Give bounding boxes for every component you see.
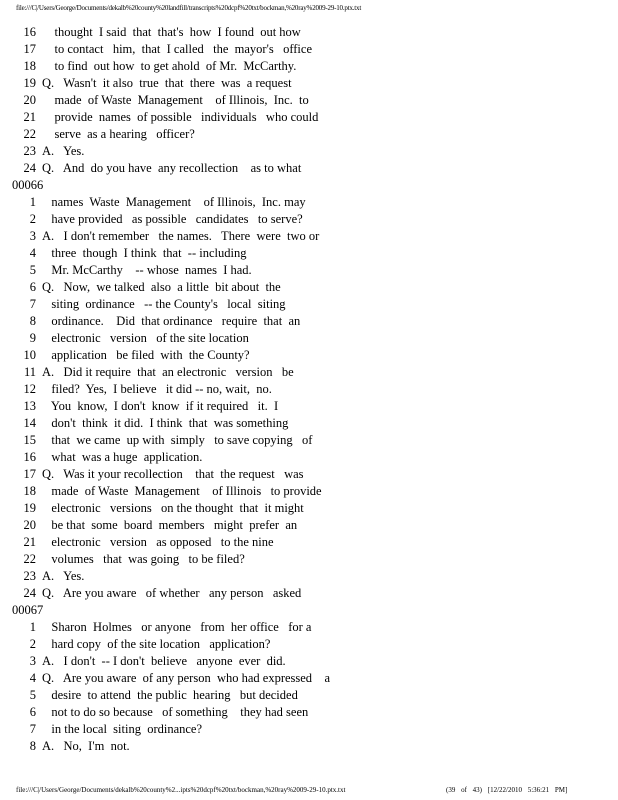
transcript-line <box>12 262 572 279</box>
line-text: You know, I don't know if it required it. I <box>42 399 279 413</box>
line-number: 3 <box>29 229 36 243</box>
line-number: 2 <box>29 637 36 651</box>
line-number: 8 <box>29 739 36 753</box>
transcript-line <box>12 194 572 211</box>
footer-page-info: (39 of 43) [12/22/2010 5:36:21 PM] <box>446 786 568 794</box>
transcript-line <box>12 432 572 449</box>
line-number: 22 <box>23 127 36 141</box>
line-text: Q. Was it your recollection that the request was <box>42 467 304 481</box>
line-number: 1 <box>29 195 36 209</box>
transcript-line <box>12 313 572 330</box>
transcript-line <box>12 126 572 143</box>
line-number: 19 <box>23 501 36 515</box>
page-marker <box>12 602 572 619</box>
transcript-line <box>12 704 572 721</box>
line-number: 7 <box>29 297 36 311</box>
file-path-header: file:///C|/Users/George/Documents/dekalb%20county%20landfill/transcripts%20dcpf%20txt/bockman,%20ray%2009-29-10.ptx.txt <box>16 4 362 12</box>
line-number: 20 <box>23 93 36 107</box>
line-number: 5 <box>29 263 36 277</box>
transcript-line <box>12 381 572 398</box>
line-text: don't think it did. I think that was something <box>42 416 289 430</box>
transcript-line <box>12 585 572 602</box>
transcript-line <box>12 75 572 92</box>
line-number: 17 <box>23 467 36 481</box>
line-number: 5 <box>29 688 36 702</box>
line-text: Q. Now, we talked also a little bit about the <box>42 280 281 294</box>
transcript-line <box>12 143 572 160</box>
line-text: ordinance. Did that ordinance require that an <box>42 314 301 328</box>
transcript-line <box>12 415 572 432</box>
page-marker <box>12 177 572 194</box>
transcript-line <box>12 500 572 517</box>
line-number: 10 <box>23 348 36 362</box>
line-text: that we came up with simply to save copying of <box>42 433 313 447</box>
line-text: filed? Yes, I believe it did -- no, wait, no. <box>42 382 272 396</box>
transcript-line <box>12 636 572 653</box>
transcript-line <box>12 24 572 41</box>
line-number: 3 <box>29 654 36 668</box>
line-text: names Waste Management of Illinois, Inc. may <box>42 195 306 209</box>
line-text: have provided as possible candidates to serve? <box>42 212 303 226</box>
transcript-line <box>12 160 572 177</box>
line-number: 16 <box>23 450 36 464</box>
transcript-line <box>12 211 572 228</box>
transcript-line <box>12 721 572 738</box>
line-text: Q. Wasn't it also true that there was a request <box>42 76 292 90</box>
transcript-line <box>12 398 572 415</box>
transcript-line <box>12 517 572 534</box>
transcript-line <box>12 109 572 126</box>
transcript-line <box>12 347 572 364</box>
line-text: A. Yes. <box>42 144 85 158</box>
transcript-line <box>12 687 572 704</box>
line-text: Q. Are you aware of whether any person asked <box>42 586 302 600</box>
line-number: 15 <box>23 433 36 447</box>
line-text: what was a huge application. <box>42 450 203 464</box>
line-number: 16 <box>23 25 36 39</box>
line-text: three though I think that -- including <box>42 246 247 260</box>
line-number: 2 <box>29 212 36 226</box>
line-number: 6 <box>29 280 36 294</box>
transcript-line <box>12 279 572 296</box>
transcript-line <box>12 41 572 58</box>
transcript-line <box>12 466 572 483</box>
line-text: be that some board members might prefer an <box>42 518 298 532</box>
transcript-line <box>12 449 572 466</box>
transcript-line <box>12 568 572 585</box>
line-number: 18 <box>23 484 36 498</box>
line-number: 7 <box>29 722 36 736</box>
line-text: Sharon Holmes or anyone from her office for a <box>42 620 312 634</box>
line-text: electronic versions on the thought that it might <box>42 501 304 515</box>
transcript-line <box>12 296 572 313</box>
line-text: provide names of possible individuals who could <box>42 110 319 124</box>
line-number: 22 <box>23 552 36 566</box>
line-number: 14 <box>23 416 36 430</box>
transcript-line <box>12 653 572 670</box>
line-text: A. Yes. <box>42 569 85 583</box>
line-number: 21 <box>23 110 36 124</box>
line-text: Q. And do you have any recollection as to what <box>42 161 302 175</box>
transcript-line <box>12 364 572 381</box>
line-text: electronic version as opposed to the nine <box>42 535 274 549</box>
line-number: 4 <box>29 671 36 685</box>
line-number: 24 <box>23 586 36 600</box>
transcript-line <box>12 483 572 500</box>
line-text: application be filed with the County? <box>42 348 250 362</box>
line-number: 23 <box>23 144 36 158</box>
line-number: 24 <box>23 161 36 175</box>
transcript-body <box>12 24 572 755</box>
line-number: 1 <box>29 620 36 634</box>
transcript-line <box>12 58 572 75</box>
page-marker-label: 00067 <box>12 603 44 617</box>
line-text: not to do so because of something they had seen <box>42 705 309 719</box>
line-text: thought I said that that's how I found out how <box>42 25 301 39</box>
line-text: serve as a hearing officer? <box>42 127 195 141</box>
transcript-line <box>12 738 572 755</box>
line-text: Mr. McCarthy -- whose names I had. <box>42 263 252 277</box>
line-number: 9 <box>29 331 36 345</box>
transcript-line <box>12 670 572 687</box>
transcript-line <box>12 330 572 347</box>
transcript-line <box>12 245 572 262</box>
transcript-line <box>12 534 572 551</box>
line-number: 21 <box>23 535 36 549</box>
line-text: hard copy of the site location application? <box>42 637 271 651</box>
line-text: A. I don't -- I don't believe anyone ever did. <box>42 654 286 668</box>
footer-file-path: file:///C|/Users/George/Documents/dekalb%20county%2...ipts%20dcpf%20txt/bockman,%20ray%2009-29-10.ptx.txt <box>16 786 346 794</box>
line-text: Q. Are you aware of any person who had expressed a <box>42 671 331 685</box>
line-text: electronic version of the site location <box>42 331 249 345</box>
transcript-line <box>12 619 572 636</box>
line-number: 18 <box>23 59 36 73</box>
line-text: in the local siting ordinance? <box>42 722 203 736</box>
line-number: 8 <box>29 314 36 328</box>
line-text: made of Waste Management of Illinois, Inc. to <box>42 93 309 107</box>
line-text: to find out how to get ahold of Mr. McCarthy. <box>42 59 297 73</box>
line-number: 4 <box>29 246 36 260</box>
line-text: A. Did it require that an electronic version be <box>42 365 294 379</box>
line-number: 20 <box>23 518 36 532</box>
page-marker-label: 00066 <box>12 178 44 192</box>
line-text: A. I don't remember the names. There were two or <box>42 229 320 243</box>
line-number: 11 <box>23 365 36 379</box>
line-text: A. No, I'm not. <box>42 739 130 753</box>
line-text: siting ordinance -- the County's local siting <box>42 297 286 311</box>
line-number: 17 <box>23 42 36 56</box>
line-text: volumes that was going to be filed? <box>42 552 245 566</box>
line-text: to contact him, that I called the mayor's office <box>42 42 312 56</box>
line-number: 19 <box>23 76 36 90</box>
line-text: desire to attend the public hearing but decided <box>42 688 298 702</box>
line-number: 6 <box>29 705 36 719</box>
line-number: 12 <box>23 382 36 396</box>
transcript-line <box>12 92 572 109</box>
line-number: 13 <box>23 399 36 413</box>
transcript-line <box>12 551 572 568</box>
line-text: made of Waste Management of Illinois to provide <box>42 484 322 498</box>
transcript-line <box>12 228 572 245</box>
line-number: 23 <box>23 569 36 583</box>
